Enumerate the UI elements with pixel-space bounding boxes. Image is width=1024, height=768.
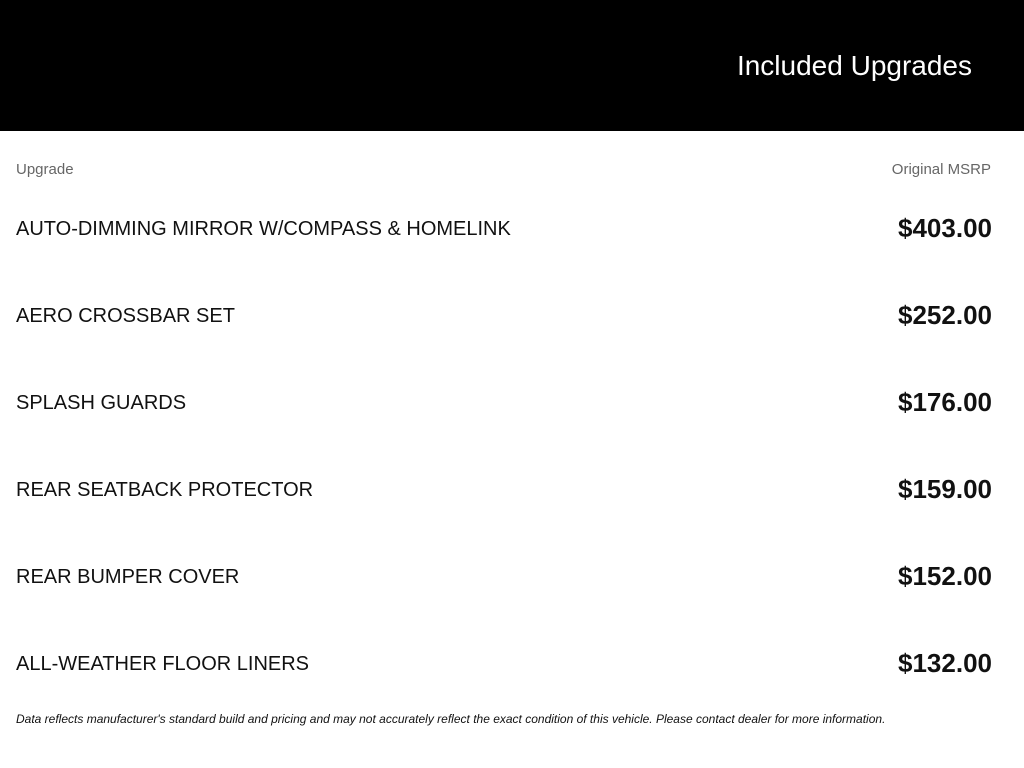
upgrade-name: REAR BUMPER COVER [16, 566, 240, 588]
list-item [0, 358, 1024, 445]
disclaimer-text: Data reflects manufacturer's standard build and pricing and may not accurately reflect the exact condition of this vehicle. Please contact dealer for more information. [16, 712, 886, 726]
upgrade-name: ALL-WEATHER FLOOR LINERS [16, 653, 310, 675]
upgrade-price: $159.00 [898, 474, 992, 504]
upgrade-name: AUTO-DIMMING MIRROR W/COMPASS & HOMELINK [16, 218, 511, 240]
list-item [0, 532, 1024, 619]
upgrade-price: $152.00 [898, 561, 992, 591]
upgrade-price: $252.00 [898, 300, 992, 330]
upgrades-list [0, 184, 1024, 706]
upgrade-price: $176.00 [898, 387, 992, 417]
upgrade-name: AERO CROSSBAR SET [16, 305, 235, 327]
upgrade-name: REAR SEATBACK PROTECTOR [16, 479, 314, 501]
list-item [0, 184, 1024, 271]
list-item [0, 445, 1024, 532]
column-header-upgrade: Upgrade [16, 161, 74, 178]
page-title: Included Upgrades [736, 50, 972, 81]
upgrade-price: $132.00 [898, 648, 992, 678]
upgrade-price: $403.00 [898, 213, 992, 243]
header-banner [0, 0, 1024, 131]
list-item [0, 271, 1024, 358]
upgrade-name: SPLASH GUARDS [16, 392, 187, 414]
list-item [0, 619, 1024, 706]
column-header-msrp: Original MSRP [891, 161, 991, 178]
